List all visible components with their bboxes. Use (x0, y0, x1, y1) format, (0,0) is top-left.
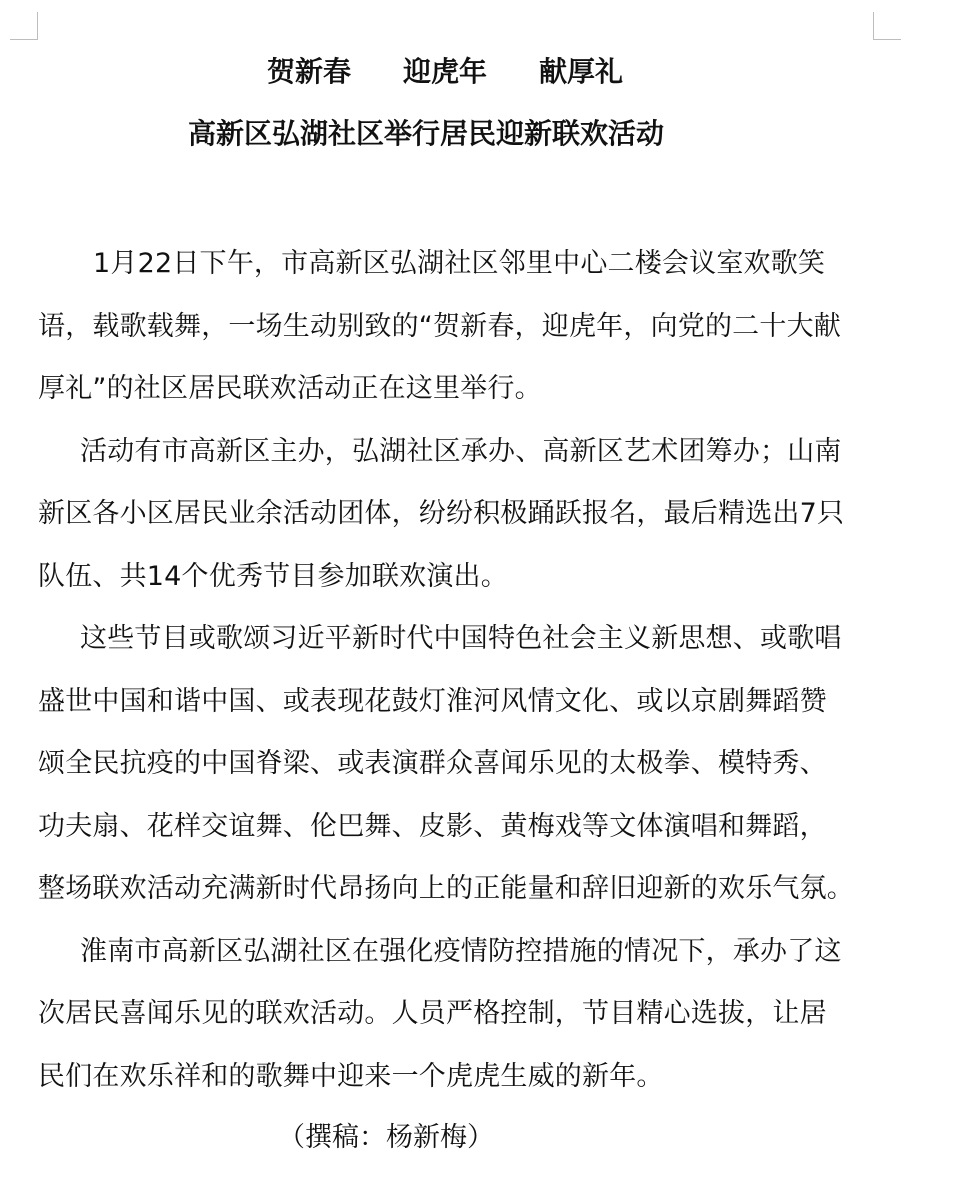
page-corner-mark-top-left (10, 12, 38, 40)
paragraph-1 (38, 233, 876, 421)
title-line-1 (0, 52, 890, 92)
paragraph-2 (38, 421, 876, 609)
paragraph-line: 新区各小区居民业余活动团体，纷纷积极踊跃报名，最后精选出7只 (38, 498, 845, 529)
paragraph-line: 颂全民抗疫的中国脊梁、或表演群众喜闻乐见的太极拳、模特秀、 (38, 748, 827, 779)
title-line-2: 高新区弘湖社区举行居民迎新联欢活动 (188, 117, 665, 150)
paragraph-4 (38, 921, 876, 1109)
title-phrase-2: 迎虎年 (402, 55, 487, 88)
title-phrase-1: 贺新春 (266, 55, 351, 88)
paragraph-line: 整场联欢活动充满新时代昂扬向上的正能量和辞旧迎新的欢乐气氛。 (38, 873, 854, 904)
paragraph-line: 这些节目或歌颂习近平新时代中国特色社会主义新思想、或歌唱 (80, 623, 842, 654)
article-body (38, 233, 876, 1108)
paragraph-line: 活动有市高新区主办，弘湖社区承办、高新区艺术团筹办；山南 (80, 435, 842, 467)
paragraph-line: 民们在欢乐祥和的歌舞中迎来一个虎虎生威的新年。 (38, 1060, 664, 1092)
title-phrase-3: 献厚礼 (539, 55, 624, 88)
page-corner-mark-top-right (873, 12, 901, 40)
paragraph-line: 厚礼”的社区居民联欢活动正在这里举行。 (38, 373, 542, 404)
paragraph-line: 1月22日下午，市高新区弘湖社区邻里中心二楼会议室欢歌笑 (93, 248, 826, 279)
paragraph-3 (38, 608, 876, 921)
paragraph-line: 功夫扇、花样交谊舞、伦巴舞、皮影、黄梅戏等文体演唱和舞蹈， (38, 810, 827, 842)
paragraph-line: 队伍、共14个优秀节目参加联欢演出。 (38, 560, 508, 592)
paragraph-line: 盛世中国和谐中国、或表现花鼓灯淮河风情文化、或以京剧舞蹈赞 (38, 685, 827, 717)
byline-author: （撰稿：杨新梅） (278, 1122, 494, 1153)
paragraph-line: 淮南市高新区弘湖社区在强化疫情防控措施的情况下，承办了这 (80, 935, 842, 967)
paragraph-line: 次居民喜闻乐见的联欢活动。人员严格控制，节目精心选拔，让居 (38, 998, 827, 1029)
paragraph-line: 语，载歌载舞，一场生动别致的“贺新春，迎虎年，向党的二十大献 (38, 310, 841, 342)
